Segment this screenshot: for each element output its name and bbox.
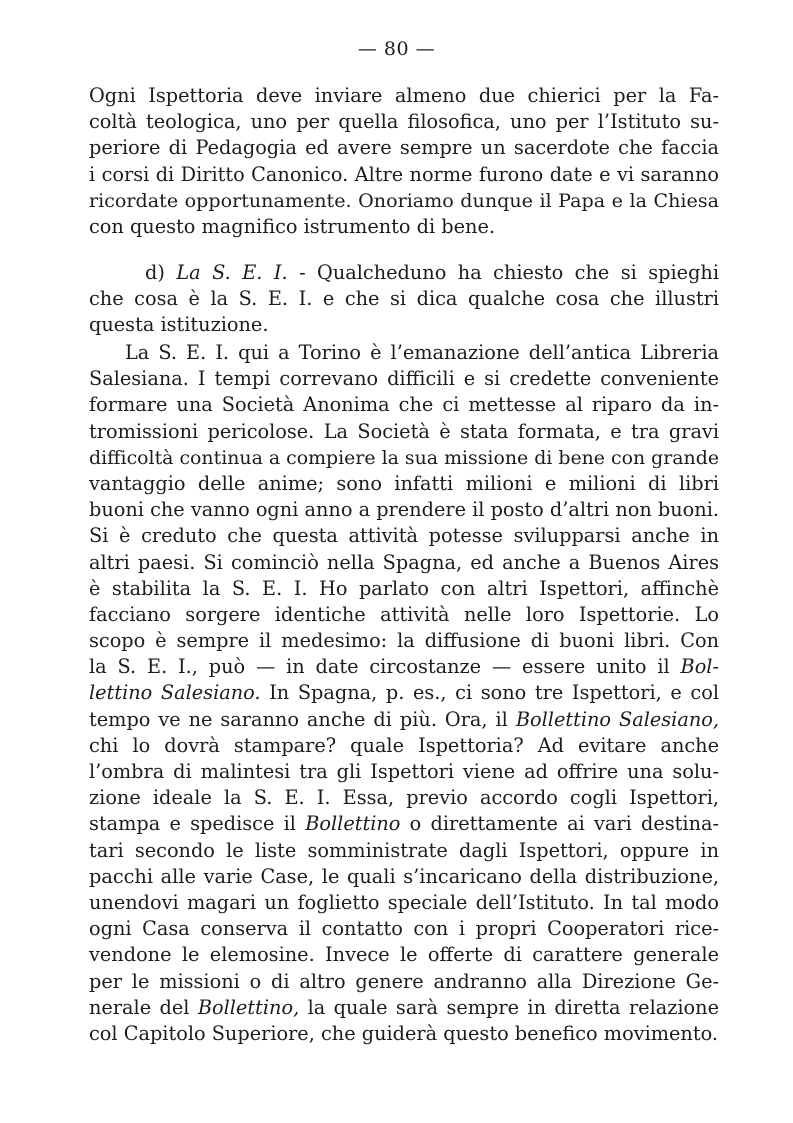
text-line	[89, 707, 719, 733]
text-line: Ogni Ispettoria deve inviare almeno due chierici per la Fa-	[89, 84, 719, 107]
italic-segment: Bol-	[680, 655, 719, 679]
page-number: — 80 —	[357, 38, 436, 60]
text-line: chi lo dovrà stampare? quale Ispettoria? Ad evitare anche	[89, 733, 719, 757]
text-line: tromissioni pericolose. La Società è stata formata, e tra gravi	[89, 419, 719, 443]
text-line: coltà teologica, uno per quella filosofica, uno per l’Istituto su-	[89, 110, 719, 134]
text-line: con questo magnifico istrumento di bene.	[89, 214, 495, 238]
text-line: l’ombra di malintesi tra gli Ispettori viene ad offrire una solu-	[89, 760, 719, 783]
text-line: ricordate opportunamente. Onoriamo dunque il Papa e la Chiesa	[89, 188, 719, 212]
text-line: vendone le elemosine. Invece le offerte di carattere generale	[89, 943, 719, 967]
text-line	[89, 811, 719, 837]
text-segment: nerale del	[89, 995, 198, 1019]
paragraph-3	[89, 340, 719, 1047]
text-line: buoni che vanno ogni anno a prendere il posto d’altri non buoni.	[89, 498, 719, 522]
text-line: unendovi magari un foglietto speciale dell’Istituto. In tal modo	[89, 890, 719, 914]
text-line: altri paesi. Si cominciò nella Spagna, ed anche a Buenos Aires	[89, 550, 719, 574]
section-label: d)	[145, 261, 177, 284]
text-line: i corsi di Diritto Canonico. Altre norme furono date e vi saranno	[89, 162, 719, 186]
text-segment: tempo ve ne saranno anche di più. Ora, il	[89, 707, 516, 731]
text-segment: la quale sarà sempre in diretta relazione	[299, 995, 719, 1019]
text-segment: In Spagna, p. es., ci sono tre Ispettori, e col	[260, 681, 719, 705]
paragraph-1	[89, 83, 719, 240]
text-line: è stabilita la S. E. I. Ho parlato con altri Ispettori, affinchè	[89, 576, 719, 600]
text-line: formare una Società Anonima che ci mettesse al riparo da in-	[89, 393, 719, 417]
italic-segment: Bollettino	[305, 812, 401, 836]
text-segment: - Qualcheduno ha chiesto che si spieghi	[287, 261, 720, 284]
italic-segment: lettino Salesiano.	[89, 681, 261, 705]
text-line	[89, 654, 719, 680]
text-line: per le missioni o di altro genere andranno alla Direzione Ge-	[89, 969, 719, 993]
text-line: scopo è sempre il medesimo: la diffusione di buoni libri. Con	[89, 629, 719, 653]
text-line	[89, 680, 719, 706]
text-line	[89, 995, 719, 1021]
text-line: questa istituzione.	[89, 313, 269, 337]
section-d-paragraph	[89, 260, 719, 339]
text-line: pacchi alle varie Case, le quali s’incaricano della distribuzione,	[89, 864, 719, 888]
text-line: difficoltà continua a compiere la sua missione di bene con grande	[89, 446, 719, 469]
text-segment: la S. E. I., può — in date circostanze — essere unito il	[89, 655, 681, 679]
italic-segment: Bollettino,	[197, 995, 300, 1019]
text-segment: stampa e spedisce il	[89, 812, 306, 836]
text-line: Salesiana. I tempi correvano difficili e si credette conveniente	[89, 367, 719, 391]
section-title: La S. E. I.	[176, 261, 288, 284]
text-line: La S. E. I. qui a Torino è l’emanazione dell’antica Libreria	[125, 341, 719, 364]
text-line: ogni Casa conserva il contatto con i propri Cooperatori rice-	[89, 917, 719, 941]
text-line: periore di Pedagogia ed avere sempre un sacerdote che faccia	[89, 136, 719, 160]
text-line: che cosa è la S. E. I. e che si dica qualche cosa che illustri	[89, 287, 719, 311]
text-line: tari secondo le liste somministrate dagli Ispettori, oppure in	[89, 838, 719, 862]
text-line: facciano sorgere identiche attività nelle loro Ispettorie. Lo	[89, 602, 719, 626]
text-line: vantaggio delle anime; sono infatti milioni e milioni di libri	[89, 471, 719, 495]
text-line: Si è creduto che questa attività potesse svilupparsi anche in	[89, 524, 719, 548]
text-line: zione ideale la S. E. I. Essa, previo accordo cogli Ispettori,	[89, 786, 719, 810]
section-heading-line	[89, 260, 719, 286]
text-line: col Capitolo Superiore, che guiderà questo benefico movimento.	[89, 1021, 718, 1045]
text-segment: o direttamente ai vari destina-	[400, 812, 720, 836]
italic-segment: Bollettino Salesiano,	[515, 707, 719, 731]
